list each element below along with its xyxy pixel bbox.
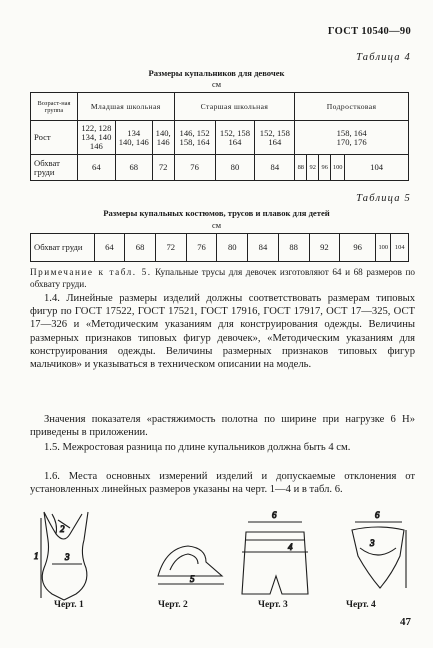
table5-label: Таблица 5 — [356, 193, 411, 204]
paragraph-1-6: 1.6. Места основных измерений изделий и допускаемые отклонения от установленных линейных размеров указаны на черт. 1—4 и в табл. 6. — [30, 471, 415, 496]
standard-header: ГОСТ 10540—90 — [327, 26, 411, 37]
mark-3: 3 — [65, 552, 70, 562]
table5-note — [30, 266, 415, 290]
chest-cell: 80 — [215, 155, 255, 181]
chest-label: Обхват груди — [31, 155, 78, 181]
table5-cell: 64 — [94, 234, 125, 262]
chest-cell: 96 — [319, 155, 331, 181]
age-group-header: Возраст-ная группа — [31, 93, 78, 121]
mark-2: 2 — [60, 524, 65, 534]
height-cell: 152, 158 164 — [219, 127, 250, 147]
table5-cell: 76 — [186, 234, 217, 262]
table5-cell: 80 — [217, 234, 248, 262]
table5-cell: 84 — [248, 234, 279, 262]
mark-4: 4 — [288, 542, 293, 552]
table5-row-label: Обхват груди — [31, 234, 95, 262]
caption-fig4: Черт. 4 — [346, 600, 376, 610]
height-cell: 122, 128 134, 140 146 — [81, 123, 112, 151]
height-cell: 134 140, 146 — [118, 127, 149, 147]
chest-cell: 104 — [345, 155, 409, 181]
mark-3b: 3 — [370, 538, 375, 548]
group-senior: Старшая школьная — [174, 93, 295, 121]
height-label: Рост — [31, 121, 78, 155]
trunks-front-drawing — [352, 510, 406, 588]
note-text: Купальные трусы для девочек изготовляют 64 и 68 размеров по обхвату груди. — [30, 267, 416, 289]
mark-1: 1 — [34, 551, 39, 561]
table5 — [30, 233, 409, 262]
table5-cell: 72 — [155, 234, 186, 262]
mark-5: 5 — [190, 574, 195, 584]
chest-cell: 84 — [255, 155, 295, 181]
note-lead: Примечание к табл. 5. — [30, 267, 152, 277]
height-cell: 140, 146 — [155, 127, 171, 147]
table5-cell: 104 — [391, 234, 409, 262]
chest-cell: 92 — [307, 155, 319, 181]
mark-6b: 6 — [375, 510, 380, 520]
chest-cell: 68 — [115, 155, 152, 181]
caption-fig2: Черт. 2 — [158, 600, 188, 610]
table5-cell: 88 — [278, 234, 309, 262]
table4 — [30, 92, 409, 181]
paragraph-stretch: Значения показателя «растяжимость полотна по ширине при нагрузке 6 Н» приведены в приложении. — [30, 414, 415, 439]
caption-fig1: Черт. 1 — [54, 600, 84, 610]
table5-title: Размеры купальных костюмов, трусов и плавок для детей — [103, 208, 330, 218]
mark-6: 6 — [272, 510, 277, 520]
swimsuit-drawing — [34, 512, 88, 600]
table5-cell: 96 — [340, 234, 376, 262]
height-cell: 158, 164 170, 176 — [336, 127, 367, 147]
table4-title: Размеры купальников для девочек — [148, 68, 285, 78]
table5-cell: 68 — [125, 234, 156, 262]
paragraph-1-4: 1.4. Линейные размеры изделий должны соответствовать размерам типовых фигур по ГОСТ 17522, ГОСТ 17521, ГОСТ 17916, ГОСТ 17917, ОСТ 17—325, ОСТ 17—326 и «Методическим указаниям для конструирования одежды. Величины размерных признаков типовых фигур девочек», «Методическим указаниям для конструирования одежды. Величины размерных признаков типовых фигур мальчиков» и указываться в техническом описании на модель. — [30, 293, 415, 371]
chest-cell: 64 — [77, 155, 115, 181]
table5-cell: 100 — [376, 234, 391, 262]
trunks-side-drawing — [158, 546, 224, 584]
chest-cell: 76 — [174, 155, 215, 181]
height-cell: 146, 152 158, 164 — [179, 127, 210, 147]
table4-label: Таблица 4 — [356, 52, 411, 63]
chest-cell: 88 — [295, 155, 307, 181]
chest-cell: 100 — [331, 155, 345, 181]
page-number: 47 — [400, 616, 411, 628]
caption-fig3: Черт. 3 — [258, 600, 288, 610]
group-teen: Подростковая — [295, 93, 409, 121]
table5-cell: 92 — [309, 234, 340, 262]
paragraph-1-5: 1.5. Межростовая разница по длине купальников должна быть 4 см. — [44, 442, 351, 453]
shorts-drawing — [242, 510, 308, 594]
group-junior: Младшая школьная — [77, 93, 174, 121]
height-cell: 152, 158 164 — [259, 127, 290, 147]
table4-unit: см — [211, 80, 222, 89]
chest-cell: 72 — [152, 155, 174, 181]
table5-unit: см — [211, 221, 222, 230]
